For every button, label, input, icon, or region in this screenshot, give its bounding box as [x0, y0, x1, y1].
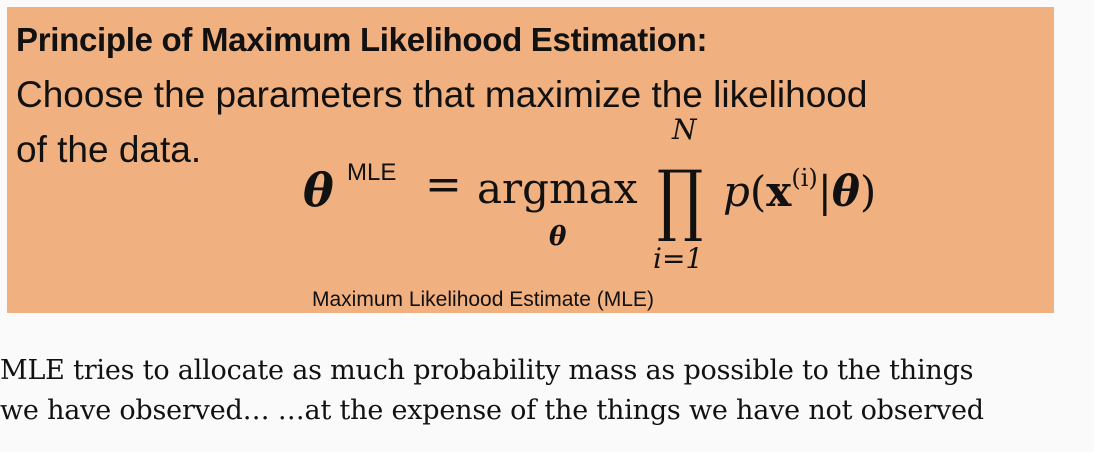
- box-title: Principle of Maximum Likelihood Estimation:: [16, 21, 708, 58]
- formula-argmax-subscript: θ: [549, 222, 567, 252]
- box-text-line-1: Choose the parameters that maximize the likelihood: [16, 74, 868, 115]
- formula-argmax: argmax: [477, 164, 638, 213]
- formula-equals: =: [425, 159, 462, 210]
- formula-product-lower: i=1: [653, 242, 704, 275]
- formula-p: p: [723, 167, 750, 216]
- principle-box: [7, 7, 1054, 313]
- formula-theta-lhs: θ: [303, 163, 334, 217]
- formula-x: x: [766, 167, 792, 216]
- footer-line-1: MLE tries to allocate as much probability mass as possible to the things: [0, 355, 974, 386]
- formula-x-superscript: (i): [791, 164, 818, 192]
- footer-line-2: we have observed… …at the expense of the things we have not observed: [0, 395, 984, 426]
- formula-probability-expression: $p(x^{(i)}|\theta)$: [723, 164, 877, 216]
- formula-product-upper: N: [672, 113, 697, 146]
- formula-product-symbol: ∏: [657, 153, 704, 245]
- mle-caption: Maximum Likelihood Estimate (MLE): [312, 288, 654, 311]
- box-text-line-2: of the data.: [16, 129, 202, 170]
- formula-conditional-theta: θ: [831, 167, 860, 216]
- formula-mle-superscript: MLE: [347, 159, 397, 186]
